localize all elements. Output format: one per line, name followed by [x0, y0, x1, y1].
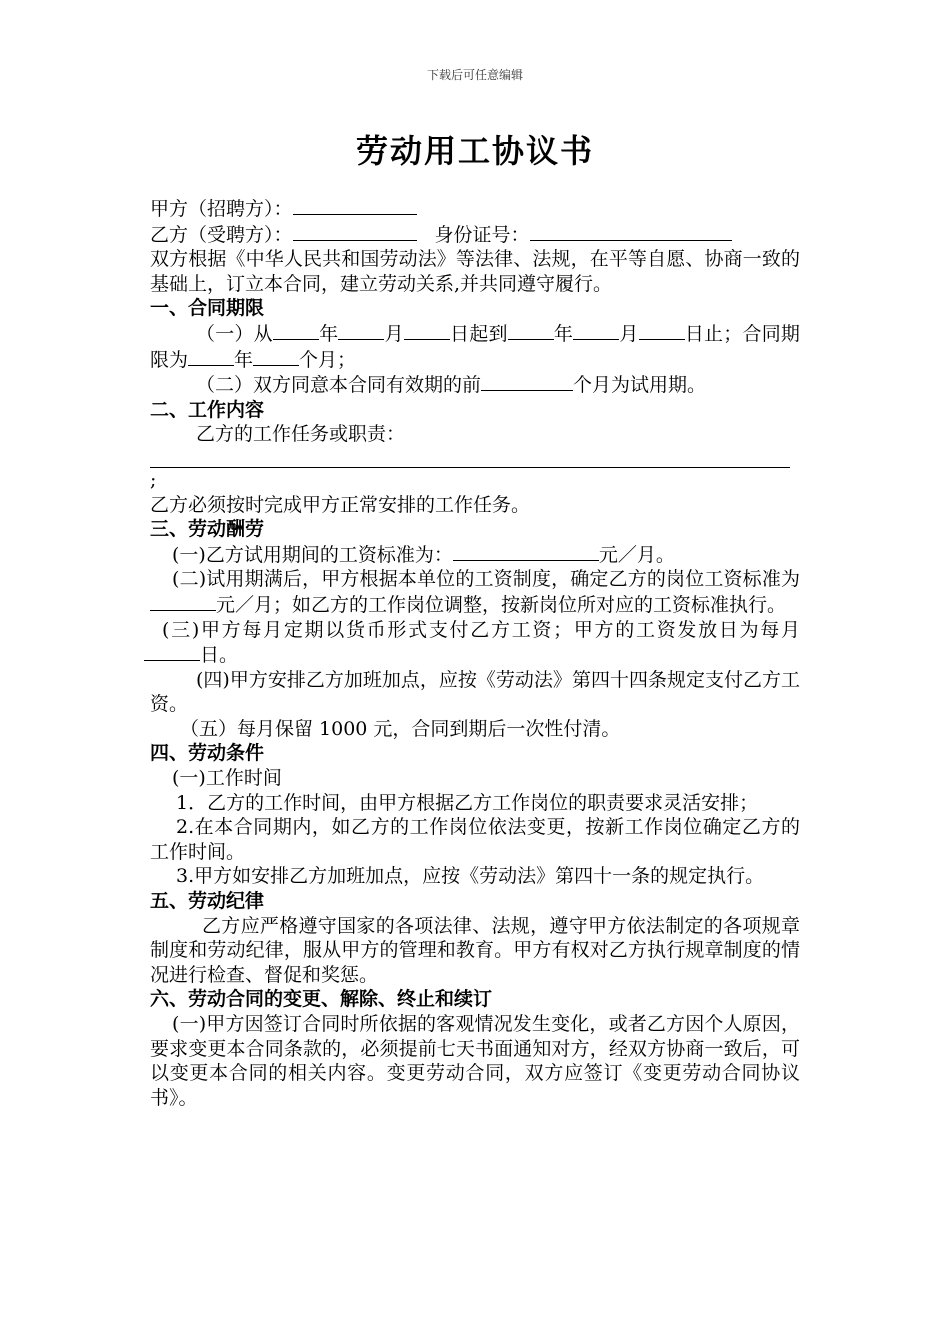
- section-1-term: （一）从 年 月 日起到 年 月 日止；合同期限为 年 个月；: [150, 322, 800, 371]
- document-body: [150, 196, 800, 1110]
- section-4-heading: 四、劳动条件: [150, 742, 265, 765]
- section-3-post-wage: (二)试用期满后，甲方根据本单位的工资制度，确定乙方的岗位工资标准为元／月；如乙方的工作岗位调整，按新岗位所对应的工资标准执行。: [150, 567, 800, 617]
- section-2-semicolon: ;: [150, 468, 157, 491]
- section-3-probation-wage: (一)乙方试用期间的工资标准为： 元／月。: [172, 543, 675, 566]
- section-4-work-time: (一)工作时间: [172, 767, 282, 790]
- section-1-heading: 一、合同期限: [150, 297, 265, 320]
- section-4-item-1: 1．乙方的工作时间，由甲方根据乙方工作岗位的职责要求灵活安排；: [176, 791, 759, 814]
- id-number-blank: [530, 222, 732, 241]
- party-a-line: 甲方（招聘方）：: [150, 196, 800, 222]
- section-4-item-3: 3.甲方如安排乙方加班加点，应按《劳动法》第四十一条的规定执行。: [176, 865, 765, 888]
- section-2-heading: 二、工作内容: [150, 398, 265, 421]
- section-2-tasks: 乙方必须按时完成甲方正常安排的工作任务。: [150, 493, 531, 516]
- section-5-heading: 五、劳动纪律: [150, 890, 265, 913]
- party-a-blank: [293, 196, 417, 215]
- section-6-change: (一)甲方因签订合同时所依据的客观情况发生变化，或者乙方因个人原因，要求变更本合同条款的，必须提前七天书面通知对方，经双方协商一致后，可以变更本合同的相关内容。变更劳动合同，双方应签订《变更劳动合同协议书》。: [150, 1013, 800, 1109]
- party-b-blank: [293, 222, 417, 241]
- section-2-duties-label: 乙方的工作任务或职责：: [196, 423, 406, 446]
- section-3-overtime: (四)甲方安排乙方加班加点，应按《劳动法》第四十四条规定支付乙方工资。: [150, 668, 800, 716]
- section-3-heading: 三、劳动酬劳: [150, 518, 265, 541]
- section-6-heading: 六、劳动合同的变更、解除、终止和续订: [150, 988, 493, 1011]
- duties-blank-line: [150, 447, 790, 468]
- section-1-probation: （二）双方同意本合同有效期的前 个月为试用期。: [196, 374, 707, 397]
- document-title: 劳动用工协议书: [355, 132, 594, 170]
- party-b-line: 乙方（受聘方）： 身份证号：: [150, 222, 800, 248]
- intro-paragraph: 双方根据《中华人民共和国劳动法》等法律、法规，在平等自愿、协商一致的基础上，订立本合同，建立劳动关系,并共同遵守履行。: [150, 248, 800, 295]
- section-5-discipline: 乙方应严格遵守国家的各项法律、法规，遵守甲方依法制定的各项规章制度和劳动纪律，服从甲方的管理和教育。甲方有权对乙方执行规章制度的情况进行检查、督促和奖惩。: [150, 914, 800, 986]
- section-3-retention: （五）每月保留 1000 元，合同到期后一次性付清。: [180, 717, 621, 740]
- section-4-item-2: 2.在本合同期内，如乙方的工作岗位依法变更，按新工作岗位确定乙方的工作时间。: [150, 816, 800, 863]
- header-note: 下载后可任意编辑: [426, 68, 523, 82]
- section-3-payday: (三)甲方每月定期以货币形式支付乙方工资；甲方的工资发放日为每月日。: [144, 618, 800, 668]
